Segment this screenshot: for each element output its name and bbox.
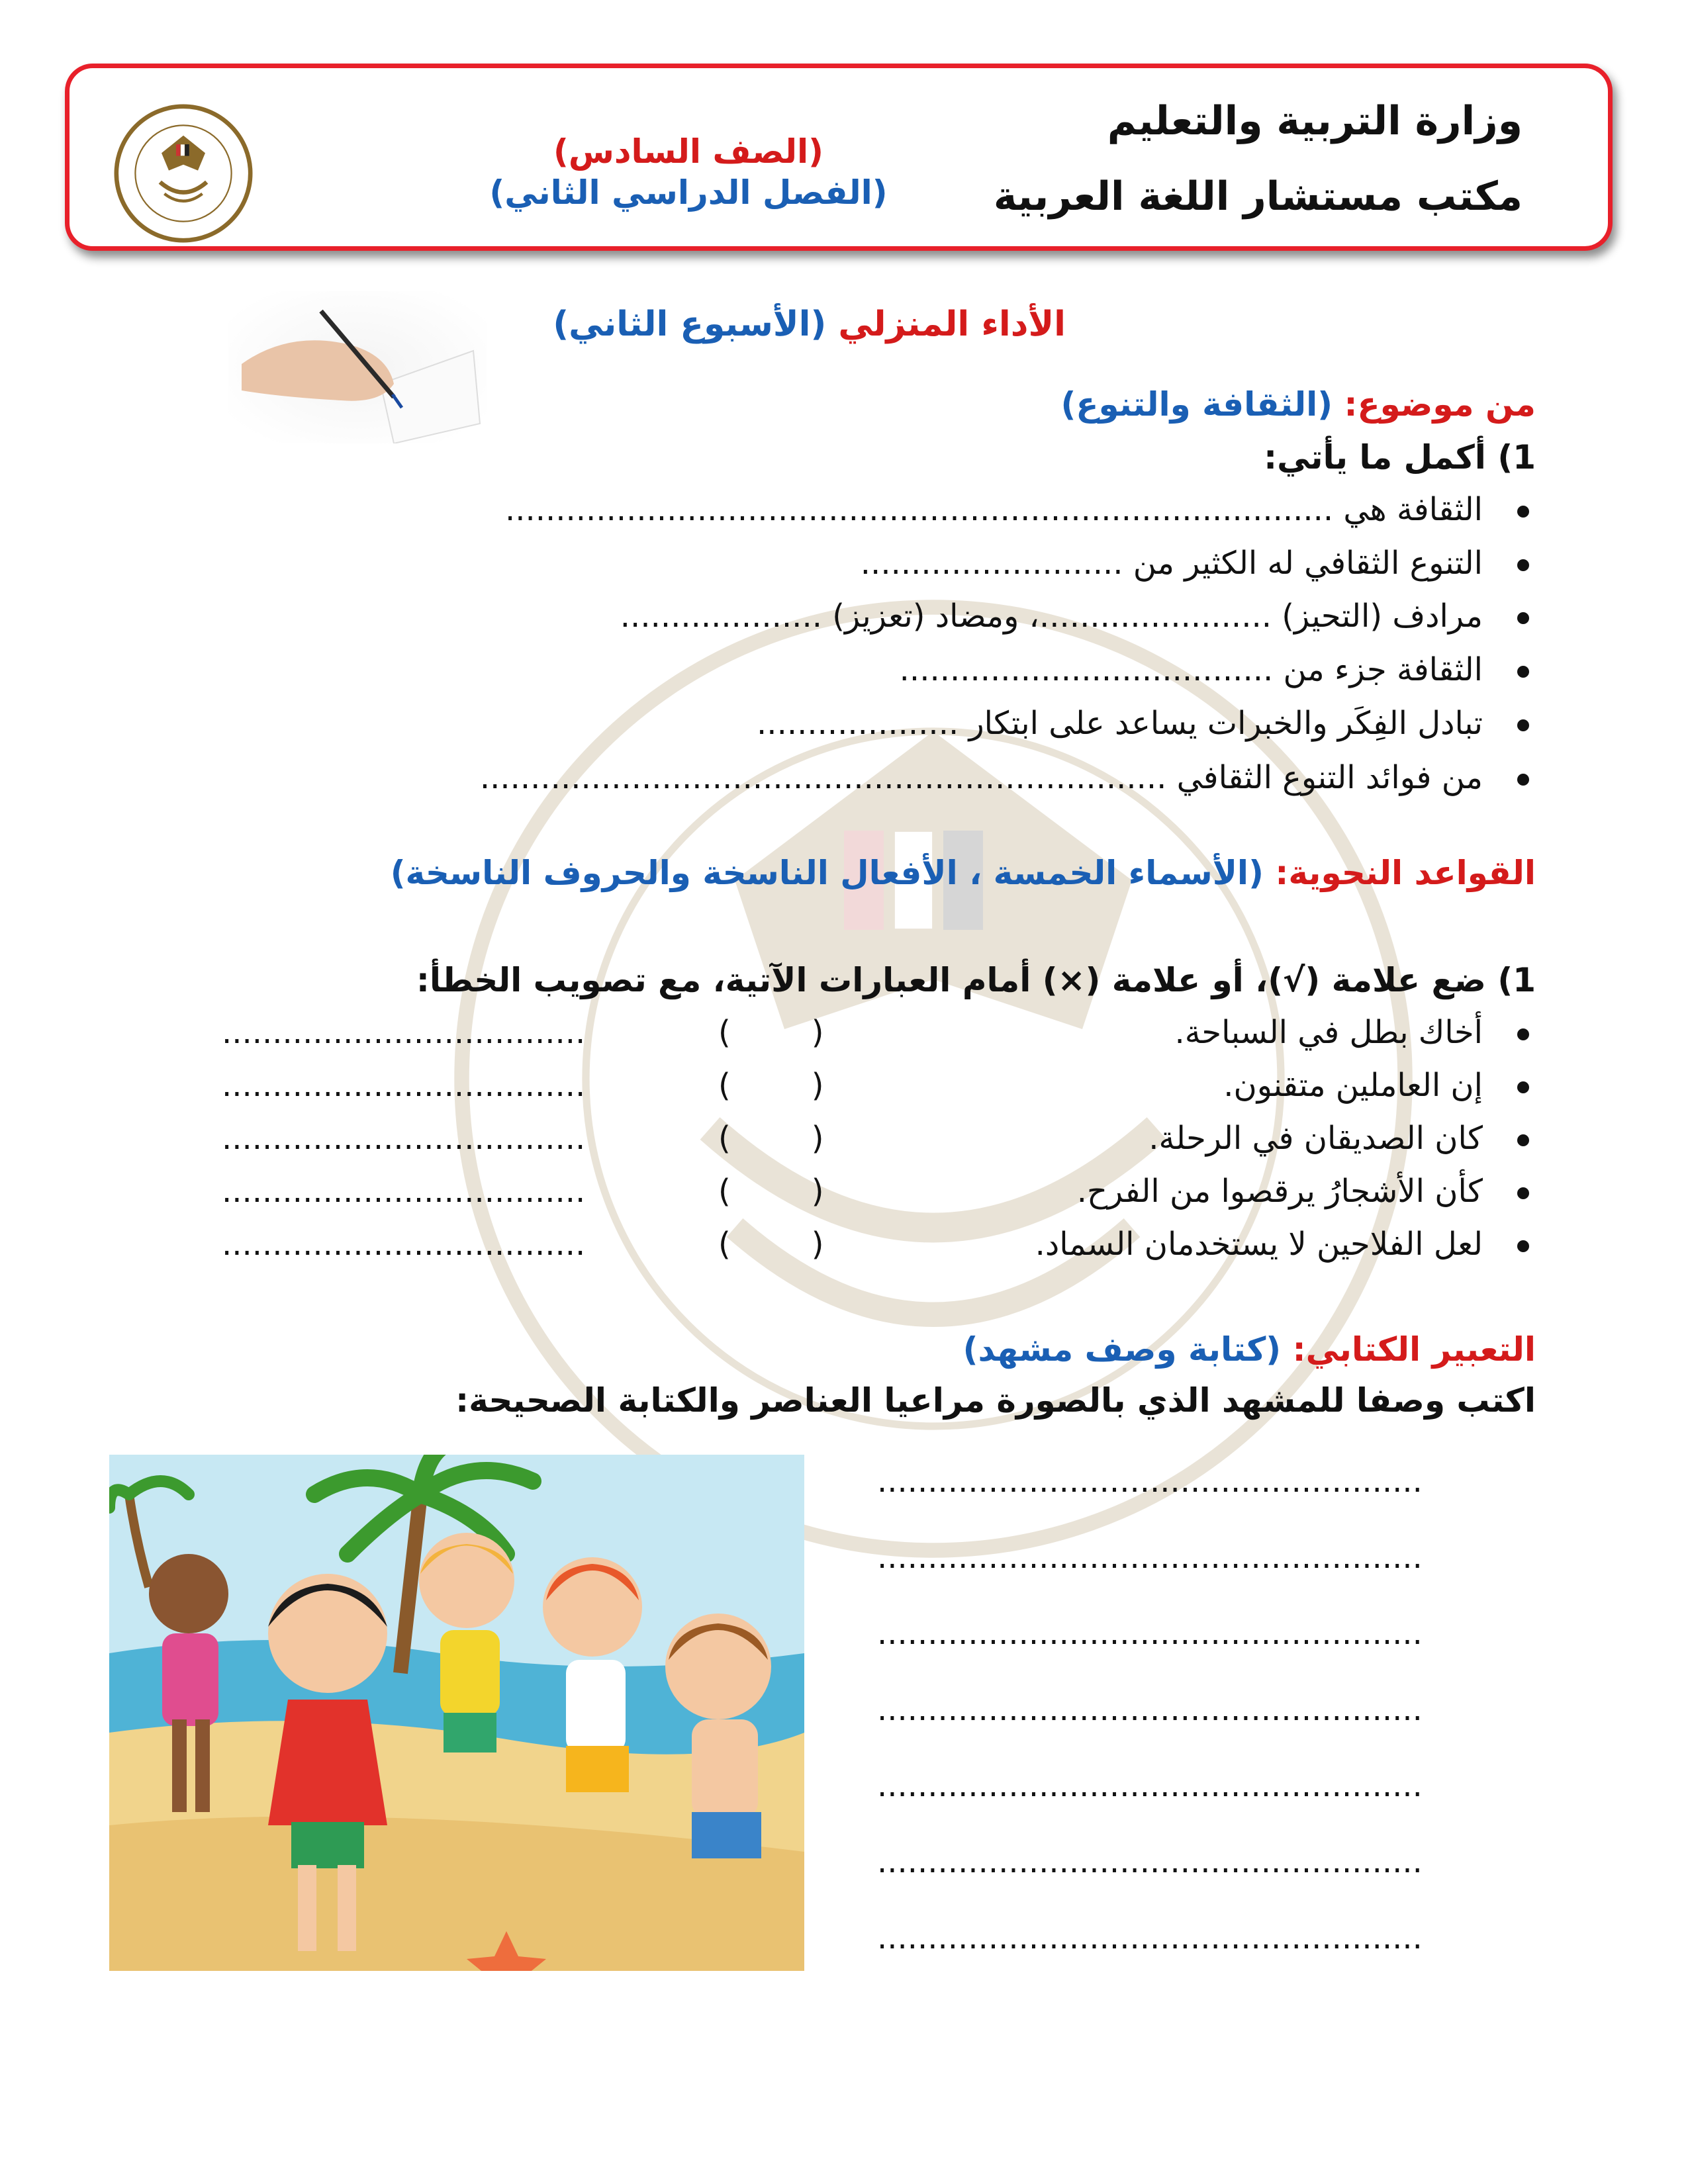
title-part1: الأداء المنزلي [838,304,1066,344]
answer-paren[interactable]: ( ) [718,1173,824,1210]
table-row: إن العاملين متقنون. [1223,1067,1483,1104]
office-name: مكتب مستشار اللغة العربية [993,173,1523,220]
section1-question: 1) أكمل ما يأتي: [1264,438,1536,477]
section1-heading [1061,385,1536,424]
section3-topic: (كتابة وصف مشهد) [962,1330,1282,1369]
section3-label: التعبير الكتابي: [1292,1330,1536,1369]
bullet-icon [1517,774,1529,786]
list-item: تبادل الفِكَر والخبرات يساعد على ابتكار .................... [757,705,1483,742]
section3-instruction: اكتب وصفا للمشهد الذي بالصورة مراعيا العناصر والكتابة الصحيحة: [455,1381,1536,1420]
bullet-icon [1517,1240,1529,1252]
title-part2: (الأسبوع الثاني) [553,304,827,344]
section1-label: من موضوع: [1344,385,1536,424]
table-row: لعل الفلاحين لا يستخدمان السماد. [1035,1226,1483,1263]
table-row: كأن الأشجارُ يرقصوا من الفرح. [1077,1173,1483,1210]
ministry-seal-icon [107,101,259,246]
section3-heading [963,1330,1536,1369]
writing-line[interactable]: ...................................................... [877,1691,1423,1728]
correction-line[interactable]: .................................... [222,1173,586,1210]
section2-topic: (الأسماء الخمسة ، الأفعال الناسخة والحروف الناسخة) [390,854,1264,892]
list-item: مرادف (التحيز) .......................، ومضاد (تعزيز) .................... [620,598,1483,635]
bullet-icon [1517,612,1529,624]
bullet-icon [1517,559,1529,571]
bullet-icon [1517,1187,1529,1199]
writing-line[interactable]: ...................................................... [877,1539,1423,1576]
grade-label: (الصف السادس) [553,132,824,171]
bullet-icon [1517,1134,1529,1146]
bullet-icon [1517,719,1529,731]
bullet-icon [1517,666,1529,678]
section2-heading [391,854,1536,892]
correction-line[interactable]: .................................... [222,1226,586,1263]
answer-paren[interactable]: ( ) [718,1120,824,1157]
table-row: أخاك بطل في السباحة. [1174,1014,1483,1051]
list-item: الثقافة جزء من ..................................... [900,651,1483,688]
correction-line[interactable]: .................................... [222,1014,586,1051]
bullet-icon [1517,1028,1529,1040]
hand-writing-icon [228,291,487,443]
list-item: من فوائد التنوع الثقافي .................................................................... [480,759,1483,796]
writing-line[interactable]: ...................................................... [877,1919,1423,1956]
bullet-icon [1517,1081,1529,1093]
list-item: الثقافة هي .................................................................................. [505,491,1483,528]
bullet-icon [1517,506,1529,518]
answer-paren[interactable]: ( ) [718,1014,824,1051]
answer-paren[interactable]: ( ) [718,1067,824,1104]
table-row: كان الصديقان في الرحلة. [1149,1120,1483,1157]
writing-line[interactable]: ...................................................... [877,1615,1423,1652]
writing-line[interactable]: ...................................................... [877,1767,1423,1804]
section1-topic: (الثقافة والتنوع) [1060,385,1333,424]
page-title [553,304,1066,344]
writing-line[interactable]: ...................................................... [877,1463,1423,1500]
answer-paren[interactable]: ( ) [718,1226,824,1263]
list-item: التنوع الثقافي له الكثير من .......................... [861,545,1483,582]
section2-question: 1) ضع علامة (√)، أو علامة (×) أمام العبارات الآتية، مع تصويب الخطأ: [416,961,1536,999]
ministry-name: وزارة التربية والتعليم [1107,98,1523,144]
children-playing-on-beach-illustration [109,1455,804,1971]
section2-label: القواعد النحوية: [1275,854,1536,892]
correction-line[interactable]: .................................... [222,1120,586,1157]
term-label: (الفصل الدراسي الثاني) [489,173,888,212]
correction-line[interactable]: .................................... [222,1067,586,1104]
writing-line[interactable]: ...................................................... [877,1843,1423,1880]
